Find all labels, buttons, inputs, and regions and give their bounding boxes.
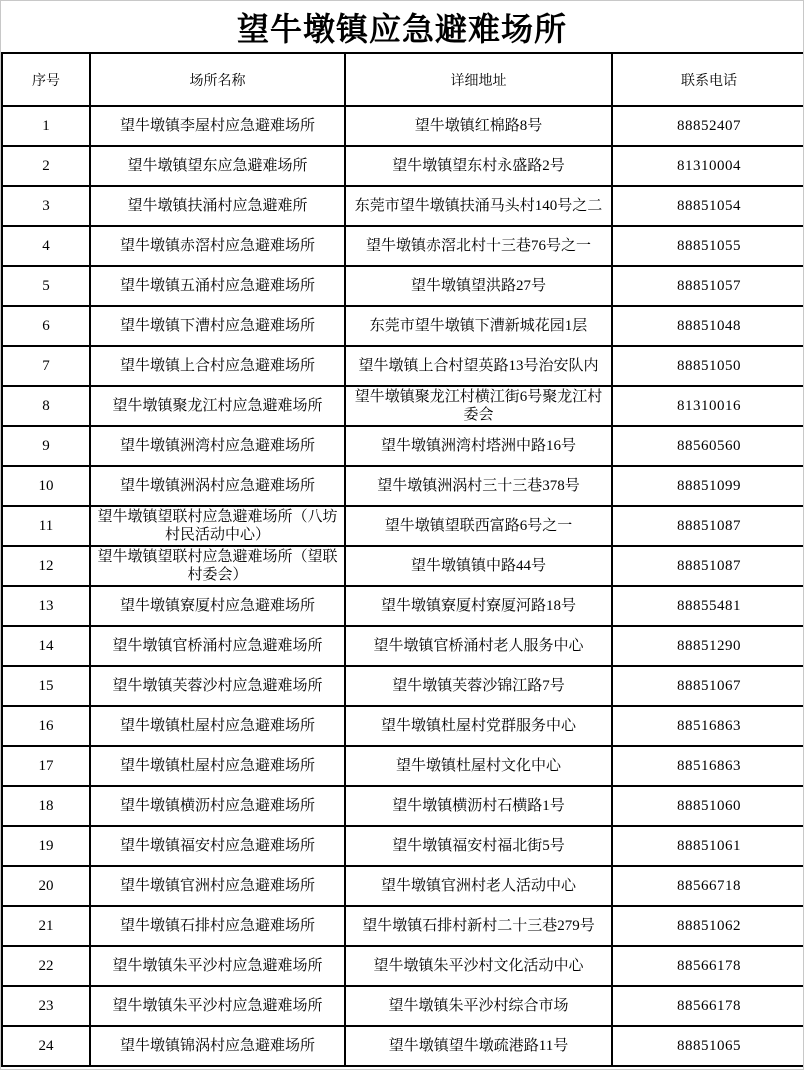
cell-venue-name: 望牛墩镇锦涡村应急避难场所 [90,1026,345,1066]
cell-phone: 88851087 [612,506,804,546]
cell-index: 20 [2,866,90,906]
cell-address: 望牛墩镇朱平沙村综合市场 [345,986,612,1026]
cell-index: 1 [2,106,90,146]
cell-phone: 88566718 [612,866,804,906]
table-row [2,546,804,586]
cell-address: 望牛墩镇赤滘北村十三巷76号之一 [345,226,612,266]
cell-index: 4 [2,226,90,266]
col-header-name: 场所名称 [90,53,345,106]
cell-index: 6 [2,306,90,346]
cell-venue-name: 望牛墩镇杜屋村应急避难场所 [90,706,345,746]
table-row [2,746,804,786]
shelter-table [1,52,804,1067]
cell-phone: 88560560 [612,426,804,466]
cell-index: 18 [2,786,90,826]
table-row [2,906,804,946]
cell-phone: 88851060 [612,786,804,826]
cell-index: 23 [2,986,90,1026]
cell-venue-name: 望牛墩镇下漕村应急避难场所 [90,306,345,346]
cell-index: 9 [2,426,90,466]
table-row [2,946,804,986]
cell-index: 12 [2,546,90,586]
cell-index: 11 [2,506,90,546]
cell-phone: 88851055 [612,226,804,266]
cell-address: 东莞市望牛墩镇扶涌马头村140号之二 [345,186,612,226]
cell-phone: 88855481 [612,586,804,626]
cell-phone: 88516863 [612,746,804,786]
cell-index: 17 [2,746,90,786]
table-row [2,226,804,266]
cell-address: 望牛墩镇寮厦村寮厦河路18号 [345,586,612,626]
cell-phone: 88566178 [612,946,804,986]
cell-venue-name: 望牛墩镇望东应急避难场所 [90,146,345,186]
cell-venue-name: 望牛墩镇望联村应急避难场所（八坊村民活动中心） [90,506,345,546]
table-row [2,1026,804,1066]
cell-phone: 88851050 [612,346,804,386]
cell-index: 16 [2,706,90,746]
table-row [2,786,804,826]
cell-address: 望牛墩镇望牛墩疏港路11号 [345,1026,612,1066]
cell-venue-name: 望牛墩镇朱平沙村应急避难场所 [90,946,345,986]
cell-address: 望牛墩镇朱平沙村文化活动中心 [345,946,612,986]
cell-phone: 88851062 [612,906,804,946]
cell-phone: 88851099 [612,466,804,506]
table-row [2,866,804,906]
cell-phone: 88851054 [612,186,804,226]
table-row [2,186,804,226]
cell-index: 14 [2,626,90,666]
cell-venue-name: 望牛墩镇杜屋村应急避难场所 [90,746,345,786]
cell-phone: 88851087 [612,546,804,586]
cell-venue-name: 望牛墩镇五涌村应急避难场所 [90,266,345,306]
cell-venue-name: 望牛墩镇赤滘村应急避难场所 [90,226,345,266]
cell-venue-name: 望牛墩镇聚龙江村应急避难场所 [90,386,345,426]
table-row [2,346,804,386]
table-row [2,626,804,666]
cell-venue-name: 望牛墩镇福安村应急避难场所 [90,826,345,866]
cell-index: 24 [2,1026,90,1066]
table-row [2,386,804,426]
cell-address: 望牛墩镇望洪路27号 [345,266,612,306]
cell-index: 8 [2,386,90,426]
cell-address: 望牛墩镇横沥村石横路1号 [345,786,612,826]
table-row [2,986,804,1026]
cell-phone: 88852407 [612,106,804,146]
cell-phone: 88516863 [612,706,804,746]
cell-venue-name: 望牛墩镇洲涡村应急避难场所 [90,466,345,506]
header-row [2,53,804,106]
table-row [2,706,804,746]
cell-venue-name: 望牛墩镇洲湾村应急避难场所 [90,426,345,466]
cell-address: 望牛墩镇官洲村老人活动中心 [345,866,612,906]
cell-address: 望牛墩镇洲涡村三十三巷378号 [345,466,612,506]
cell-index: 5 [2,266,90,306]
cell-address: 望牛墩镇聚龙江村横江街6号聚龙江村委会 [345,386,612,426]
cell-address: 望牛墩镇官桥涌村老人服务中心 [345,626,612,666]
cell-phone: 88851061 [612,826,804,866]
cell-phone: 88566178 [612,986,804,1026]
cell-phone: 88851290 [612,626,804,666]
cell-address: 望牛墩镇红棉路8号 [345,106,612,146]
table-row [2,106,804,146]
cell-phone: 88851057 [612,266,804,306]
cell-phone: 88851065 [612,1026,804,1066]
cell-index: 19 [2,826,90,866]
cell-venue-name: 望牛墩镇李屋村应急避难场所 [90,106,345,146]
cell-address: 东莞市望牛墩镇下漕新城花园1层 [345,306,612,346]
cell-venue-name: 望牛墩镇石排村应急避难场所 [90,906,345,946]
cell-address: 望牛墩镇杜屋村党群服务中心 [345,706,612,746]
table-row [2,426,804,466]
table-row [2,506,804,546]
cell-address: 望牛墩镇望东村永盛路2号 [345,146,612,186]
table-row [2,666,804,706]
cell-index: 10 [2,466,90,506]
cell-address: 望牛墩镇上合村望英路13号治安队内 [345,346,612,386]
table-body [2,106,804,1066]
cell-address: 望牛墩镇洲湾村塔洲中路16号 [345,426,612,466]
cell-phone: 88851067 [612,666,804,706]
cell-venue-name: 望牛墩镇朱平沙村应急避难场所 [90,986,345,1026]
page-title: 望牛墩镇应急避难场所 [236,9,567,48]
cell-index: 7 [2,346,90,386]
cell-address: 望牛墩镇杜屋村文化中心 [345,746,612,786]
cell-venue-name: 望牛墩镇官洲村应急避难场所 [90,866,345,906]
cell-venue-name: 望牛墩镇横沥村应急避难场所 [90,786,345,826]
table-row [2,266,804,306]
cell-index: 22 [2,946,90,986]
cell-address: 望牛墩镇镇中路44号 [345,546,612,586]
cell-venue-name: 望牛墩镇官桥涌村应急避难场所 [90,626,345,666]
cell-venue-name: 望牛墩镇寮厦村应急避难场所 [90,586,345,626]
cell-address: 望牛墩镇芙蓉沙锦江路7号 [345,666,612,706]
cell-phone: 88851048 [612,306,804,346]
cell-address: 望牛墩镇石排村新村二十三巷279号 [345,906,612,946]
table-row [2,146,804,186]
table-row [2,306,804,346]
table-row [2,826,804,866]
cell-index: 15 [2,666,90,706]
table-row [2,466,804,506]
cell-venue-name: 望牛墩镇扶涌村应急避难所 [90,186,345,226]
cell-index: 2 [2,146,90,186]
cell-index: 13 [2,586,90,626]
cell-address: 望牛墩镇福安村福北街5号 [345,826,612,866]
cell-venue-name: 望牛墩镇芙蓉沙村应急避难场所 [90,666,345,706]
cell-venue-name: 望牛墩镇望联村应急避难场所（望联村委会） [90,546,345,586]
cell-index: 21 [2,906,90,946]
cell-index: 3 [2,186,90,226]
col-header-phone: 联系电话 [612,53,804,106]
table-row [2,586,804,626]
cell-phone: 81310016 [612,386,804,426]
cell-address: 望牛墩镇望联西富路6号之一 [345,506,612,546]
col-header-address: 详细地址 [345,53,612,106]
cell-phone: 81310004 [612,146,804,186]
cell-venue-name: 望牛墩镇上合村应急避难场所 [90,346,345,386]
col-header-index: 序号 [2,53,90,106]
